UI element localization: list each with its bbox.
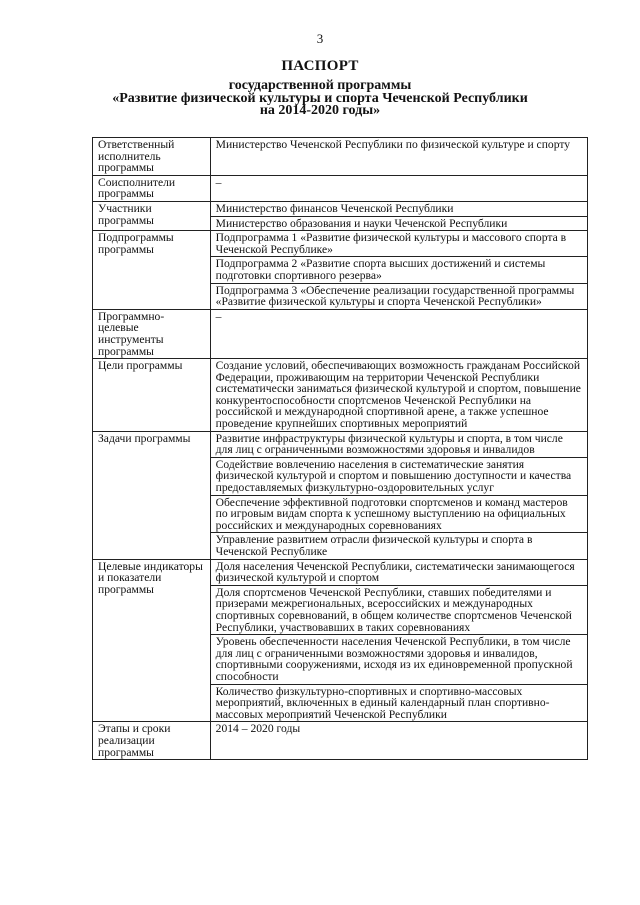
document-subtitle: [0, 80, 640, 118]
document-title: ПАСПОРТ: [281, 58, 359, 74]
subtitle-line: на 2014-2020 годы»: [259, 103, 381, 118]
row-value: Уровень обеспеченности населения Чеченской Республики, в том числе для лиц с ограниченными возможностями здоровья и инвалидов, спортивными сооружениями, исходя из их единовременной пропускной способности: [210, 635, 587, 684]
row-value: Создание условий, обеспечивающих возможность гражданам Российской Федерации, проживающим на территории Чеченской Республики систематически заниматься физической культурой и спортом, повышение конкурентоспособности спортсменов Чеченской Республики на российской и международной спортивной арене, а также успешное проведение крупнейших спортивных мероприятий: [210, 359, 587, 432]
row-value: Обеспечение эффективной подготовки спортсменов и команд мастеров по игровым видам спорта к успешному выступлению на официальных российских и международных соревнованиях: [210, 495, 587, 533]
row-label: Задачи программы: [93, 431, 211, 559]
row-value: Содействие вовлечению населения в систематические занятия физической культурой и спортом и повышению доступности и качества предоставляемых физкультурно-оздоровительных услуг: [210, 457, 587, 495]
passport-row: [93, 309, 588, 358]
passport-table: [92, 137, 588, 760]
row-value: Подпрограмма 3 «Обеспечение реализации государственной программы «Развитие физической культуры и спорта Чеченской Республики»: [210, 283, 587, 309]
passport-row: [93, 175, 588, 201]
row-label: Ответственный исполнитель программы: [93, 138, 211, 176]
row-value: Министерство образования и науки Чеченской Республики: [210, 216, 587, 231]
row-label: Подпрограммы программы: [93, 231, 211, 310]
passport-row: [93, 138, 588, 176]
passport-table-body: [93, 138, 588, 760]
row-label: Целевые индикаторы и показатели программы: [93, 559, 211, 722]
row-value: Доля спортсменов Чеченской Республики, ставших победителями и призерами межрегиональных, всероссийских и международных спортивных соревнований, в общем количестве спортсменов Чеченской Республики, участвовавших в таких соревнованиях: [210, 585, 587, 634]
row-label: Участники программы: [93, 201, 211, 230]
row-value: Доля населения Чеченской Республики, систематически занимающегося физической культурой и спортом: [210, 559, 587, 585]
passport-row: [93, 231, 588, 257]
subtitle-line: «Развитие физической культуры и спорта Чеченской Республики: [112, 90, 528, 106]
passport-row: [93, 559, 588, 585]
passport-row: [93, 431, 588, 457]
page-number: 3: [316, 31, 324, 46]
passport-row: [93, 201, 588, 216]
row-value: 2014 – 2020 годы: [210, 722, 587, 760]
row-value: Количество физкультурно-спортивных и спортивно-массовых мероприятий, включенных в единый календарный план спортивно-массовых мероприятий Чеченской Республики: [210, 684, 587, 722]
row-value: Подпрограмма 2 «Развитие спорта высших достижений и системы подготовки спортивного резерва»: [210, 257, 587, 283]
subtitle-line: государственной программы: [228, 78, 412, 93]
row-label: Цели программы: [93, 359, 211, 432]
row-label: Программно-целевые инструменты программы: [93, 309, 211, 358]
row-value: –: [210, 309, 587, 358]
row-value: Управление развитием отрасли физической культуры и спорта в Чеченской Республике: [210, 533, 587, 559]
passport-row: [93, 359, 588, 432]
passport-row: [93, 722, 588, 760]
row-value: Министерство финансов Чеченской Республики: [210, 201, 587, 216]
row-label: Этапы и сроки реализации программы: [93, 722, 211, 760]
row-value: –: [210, 175, 587, 201]
row-value: Министерство Чеченской Республики по физической культуре и спорту: [210, 138, 587, 176]
row-label: Соисполнители программы: [93, 175, 211, 201]
row-value: Подпрограмма 1 «Развитие физической культуры и массового спорта в Чеченской Республике»: [210, 231, 587, 257]
row-value: Развитие инфраструктуры физической культуры и спорта, в том числе для лиц с ограниченными возможностями здоровья и инвалидов: [210, 431, 587, 457]
